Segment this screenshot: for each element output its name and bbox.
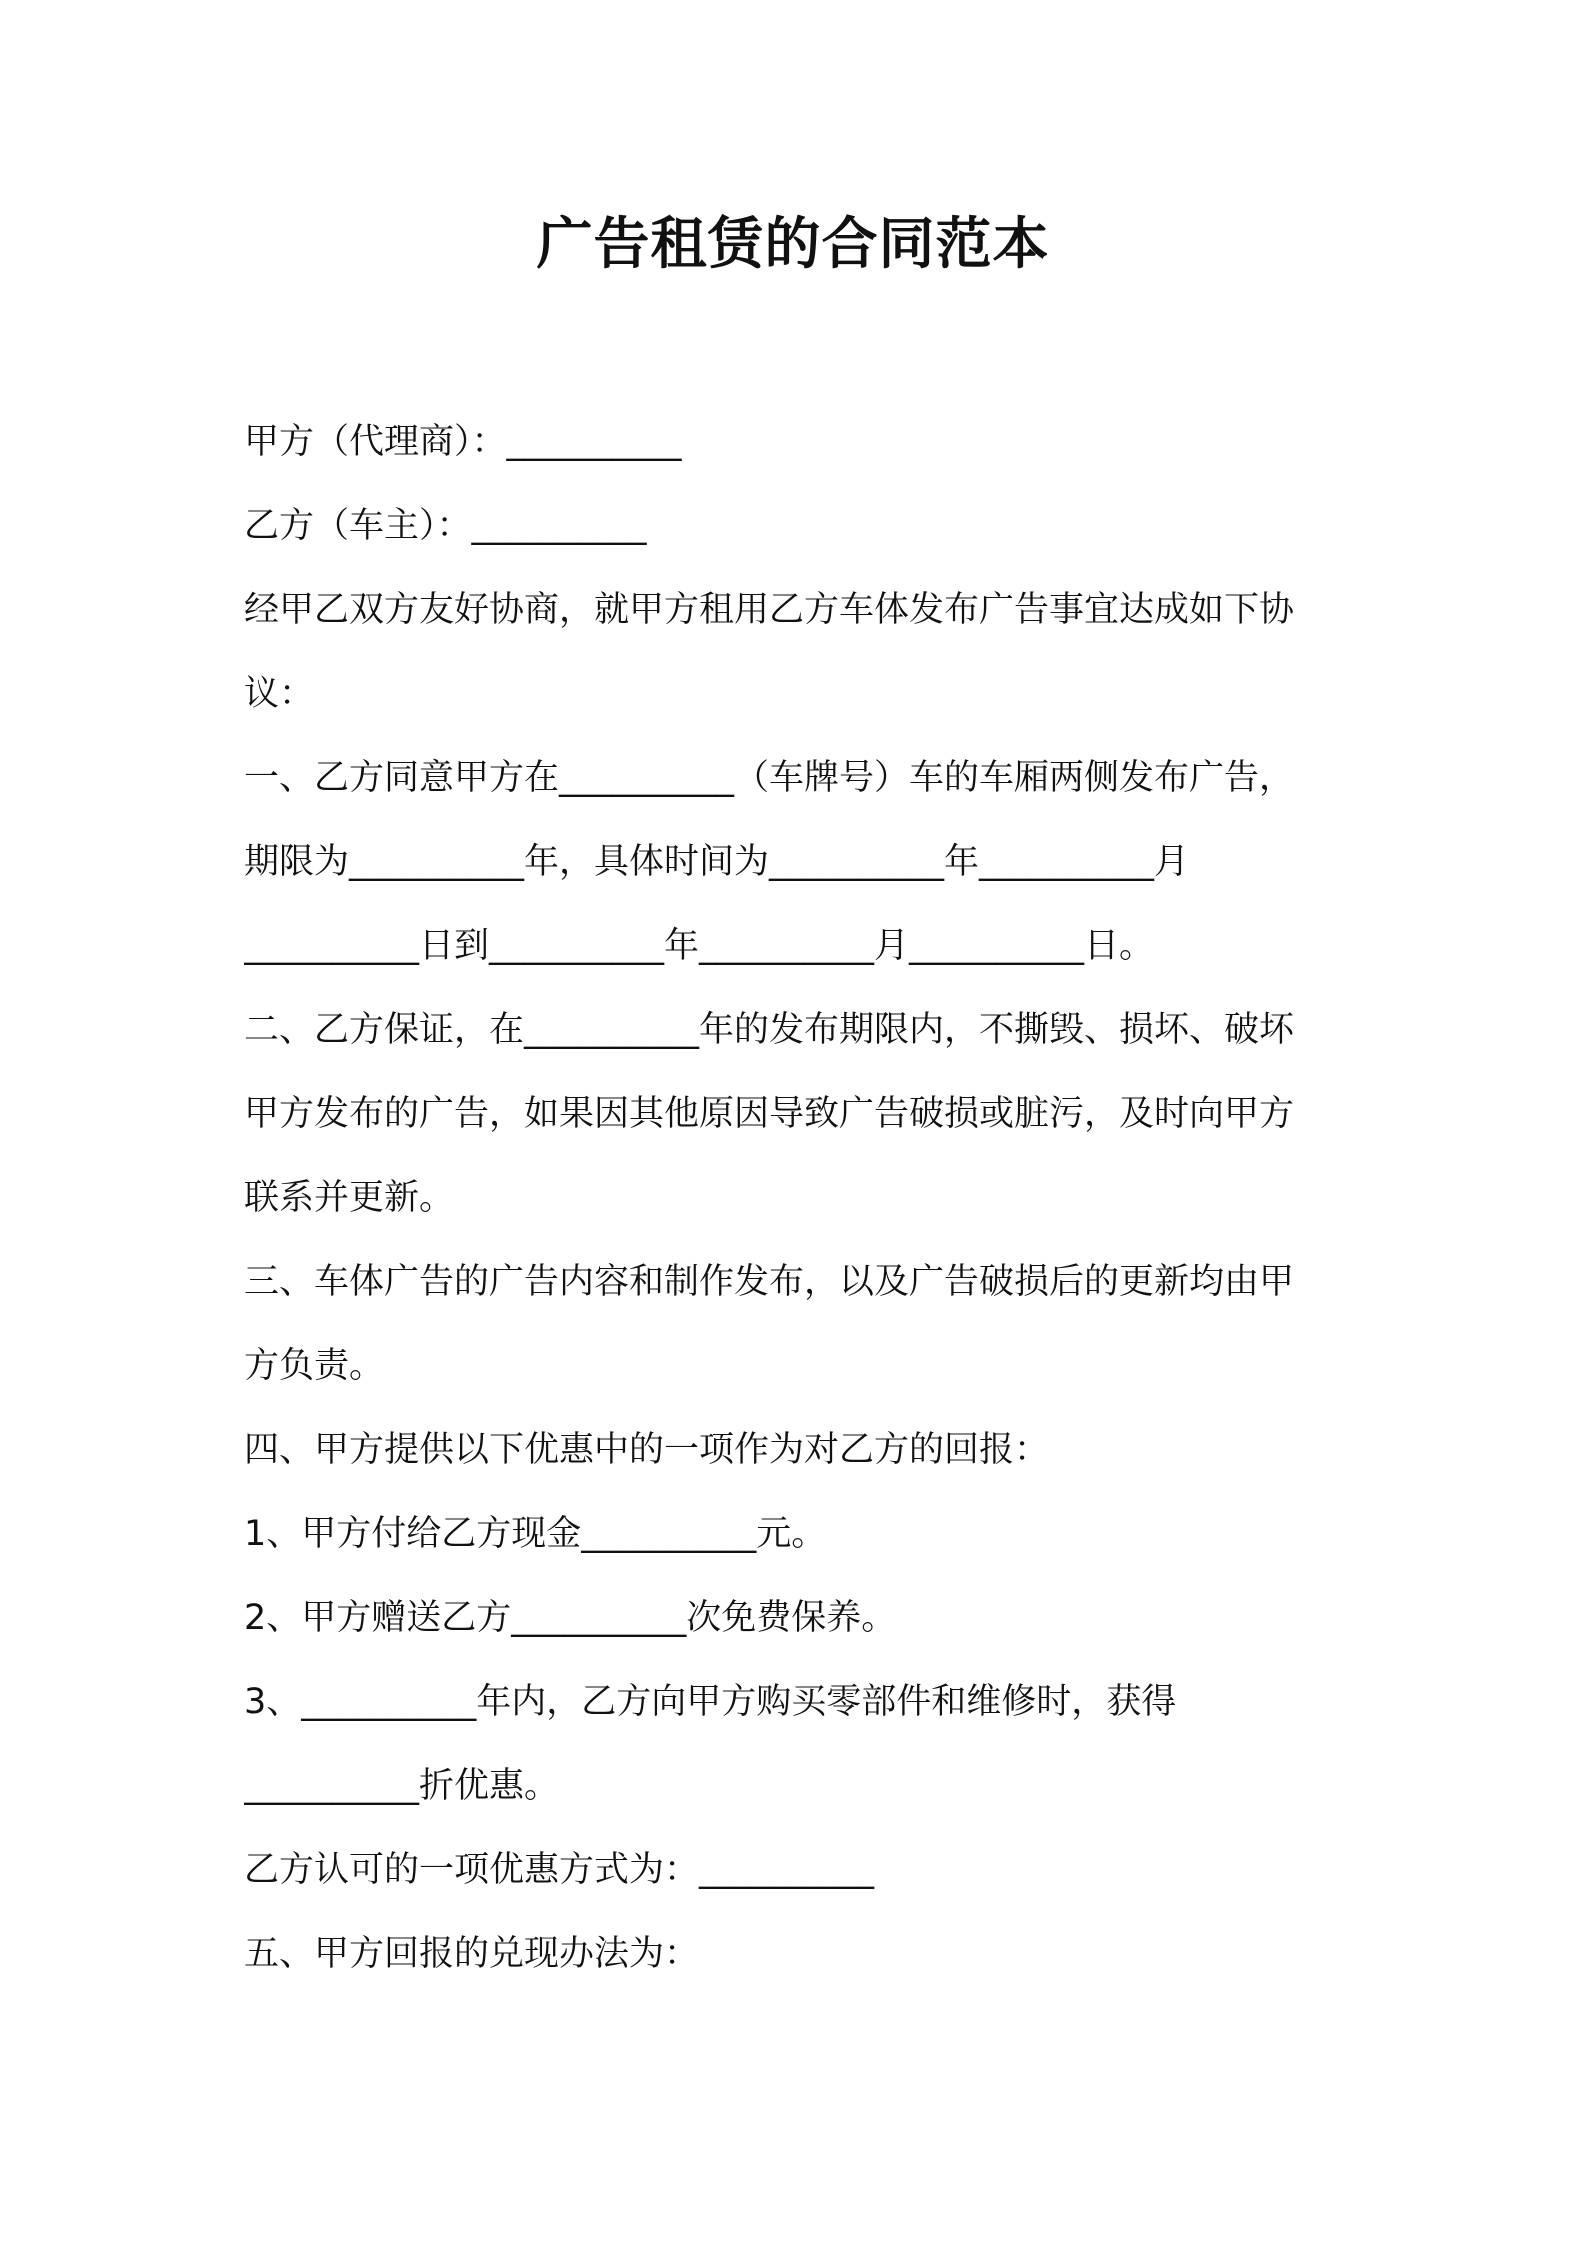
clause-1-line-2: 期限为__________年，具体时间为__________年__________月 xyxy=(244,842,1190,882)
option-2: 2、甲方赠送乙方__________次免费保养。 xyxy=(244,1598,897,1638)
clause-1-line-3: __________日到__________年__________月__________日。 xyxy=(244,926,1155,966)
party-a-line: 甲方（代理商）：__________ xyxy=(244,422,682,462)
clause-2-line-1: 二、乙方保证，在__________年的发布期限内，不撕毁、损坏、破坏 xyxy=(244,1010,1295,1050)
clause-2-line-2: 甲方发布的广告，如果因其他原因导致广告破损或脏污，及时向甲方 xyxy=(244,1094,1295,1134)
document-title: 广告租赁的合同范本 xyxy=(536,212,1050,277)
option-3-line-2: __________折优惠。 xyxy=(244,1766,560,1806)
option-1: 1、甲方付给乙方现金__________元。 xyxy=(244,1514,827,1554)
clause-3-line-2: 方负责。 xyxy=(244,1346,385,1386)
clause-3-line-1: 三、车体广告的广告内容和制作发布，以及广告破损后的更新均由甲 xyxy=(244,1262,1295,1302)
intro-line-2: 议： xyxy=(244,674,315,714)
clause-4-heading: 四、甲方提供以下优惠中的一项作为对乙方的回报： xyxy=(244,1430,1050,1470)
clause-5-heading: 五、甲方回报的兑现办法为： xyxy=(244,1934,700,1974)
party-b-line: 乙方（车主）：__________ xyxy=(244,506,647,546)
selected-option-line: 乙方认可的一项优惠方式为：__________ xyxy=(244,1850,875,1890)
clause-1-line-1: 一、乙方同意甲方在__________（车牌号）车的车厢两侧发布广告， xyxy=(244,758,1295,798)
option-3-line-1: 3、__________年内，乙方向甲方购买零部件和维修时，获得 xyxy=(244,1682,1177,1722)
intro-line-1: 经甲乙双方友好协商，就甲方租用乙方车体发布广告事宜达成如下协 xyxy=(244,590,1295,630)
document-body xyxy=(244,400,1356,1996)
clause-2-line-3: 联系并更新。 xyxy=(244,1178,455,1218)
